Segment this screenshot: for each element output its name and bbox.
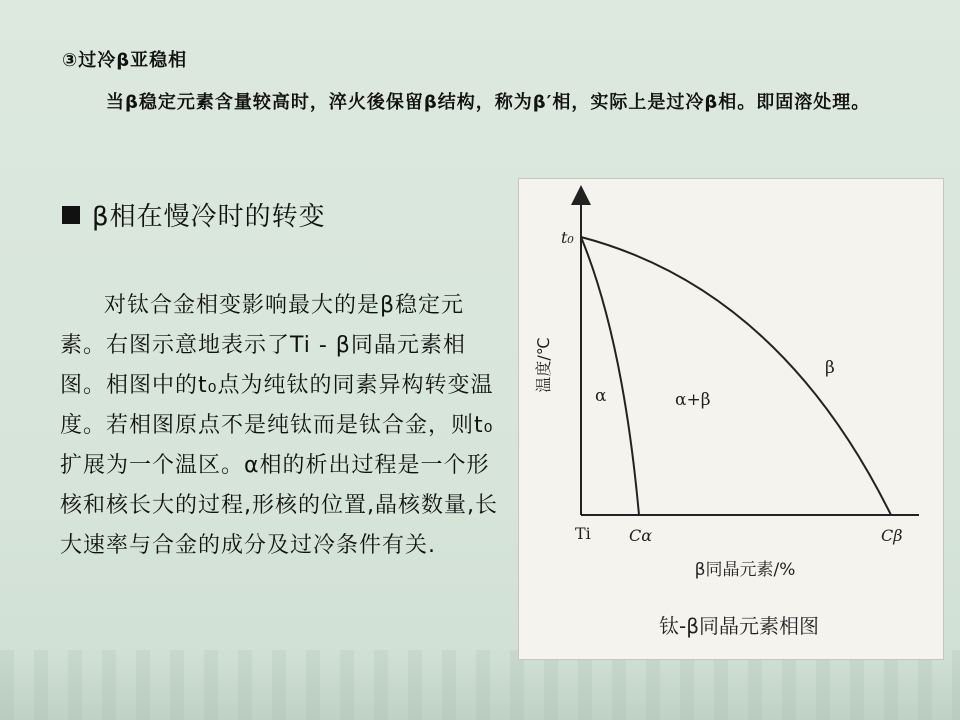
intro-paragraph: 当β稳定元素含量较高时，淬火後保留β结构，称为β′相，实际上是过冷β相。即固溶处理。 bbox=[106, 92, 871, 113]
y-axis-label: 温度/℃ bbox=[534, 337, 553, 393]
section-heading-text: β相在慢冷时的转变 bbox=[92, 202, 326, 232]
phase-diagram bbox=[519, 179, 943, 659]
region-alpha-label: α bbox=[595, 386, 607, 406]
diagram-caption: 钛-β同晶元素相图 bbox=[659, 614, 819, 638]
alpha-solvus-curve bbox=[581, 237, 639, 515]
t0-label: t₀ bbox=[561, 228, 574, 247]
x-axis-label: β同晶元素/% bbox=[694, 560, 796, 580]
bottom-decoration bbox=[0, 650, 960, 720]
phase-diagram-panel bbox=[518, 178, 944, 660]
subsection-title: ③过冷β亚稳相 bbox=[62, 50, 188, 71]
square-bullet-icon bbox=[62, 206, 80, 224]
origin-label: Ti bbox=[575, 524, 591, 543]
section-heading bbox=[62, 196, 326, 233]
beta-transus-curve bbox=[581, 237, 891, 515]
body-paragraph: 对钛合金相变影响最大的是β稳定元素。右图示意地表示了Ti - β同晶元素相图。相图中的t₀点为纯钛的同素异构转变温度。若相图原点不是纯钛而是钛合金，则t₀扩展为一个温区。α相的析出过程是一个形核和核长大的过程,形核的位置,晶核数量,长大速率与合金的成分及过冷条件有关. bbox=[60, 293, 498, 558]
c-beta-label: Cβ bbox=[881, 526, 903, 545]
c-alpha-label: Cα bbox=[629, 526, 653, 545]
region-alpha-beta-label: α+β bbox=[675, 390, 711, 410]
region-beta-label: β bbox=[825, 358, 835, 378]
